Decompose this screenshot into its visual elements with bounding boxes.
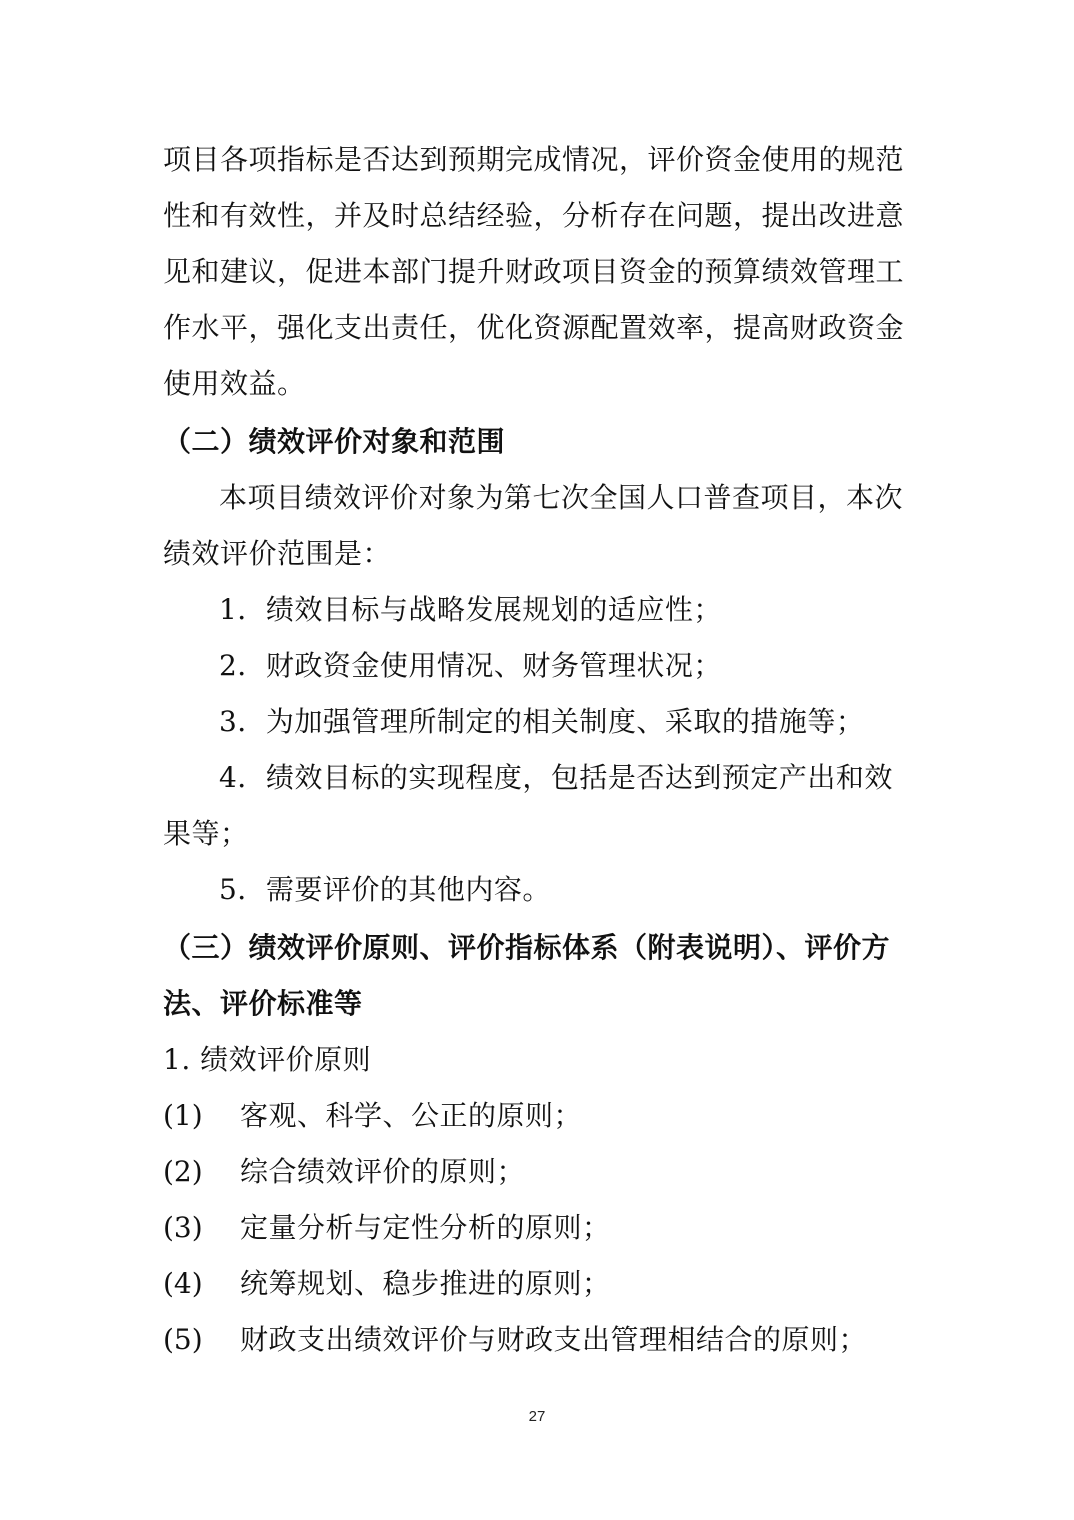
section-heading-continuation: 法、评价标准等: [163, 987, 363, 1020]
list-item: 5．需要评价的其他内容。: [219, 873, 551, 906]
list-item: 2．财政资金使用情况、财务管理状况；: [219, 649, 722, 682]
principle-text: 综合绩效评价的原则；: [240, 1155, 526, 1188]
list-item: 1．绩效目标与战略发展规划的适应性；: [219, 593, 722, 626]
paragraph-line: 绩效评价范围是：: [163, 537, 392, 570]
paragraph-line: 使用效益。: [163, 367, 306, 400]
subheading: 1. 绩效评价原则: [163, 1043, 372, 1076]
list-item-continuation: 果等；: [163, 817, 249, 850]
principle-number: (5): [163, 1323, 203, 1356]
principle-number: (3): [163, 1211, 203, 1244]
list-item: 3．为加强管理所制定的相关制度、采取的措施等；: [219, 705, 865, 738]
principle-number: (1): [163, 1099, 203, 1132]
paragraph-line: 项目各项指标是否达到预期完成情况，评价资金使用的规范: [163, 143, 905, 176]
principle-text: 财政支出绩效评价与财政支出管理相结合的原则；: [240, 1323, 868, 1356]
paragraph-line: 性和有效性，并及时总结经验，分析存在问题，提出改进意: [163, 199, 905, 232]
section-heading: （三）绩效评价原则、评价指标体系（附表说明）、评价方: [163, 931, 891, 964]
list-item: 4．绩效目标的实现程度，包括是否达到预定产出和效: [219, 761, 893, 794]
section-heading: （二）绩效评价对象和范围: [163, 425, 506, 458]
paragraph-line: 本项目绩效评价对象为第七次全国人口普查项目，本次: [219, 481, 904, 514]
paragraph-line: 作水平，强化支出责任，优化资源配置效率，提高财政资金: [163, 311, 905, 344]
principle-text: 统筹规划、稳步推进的原则；: [240, 1267, 611, 1300]
principle-number: (2): [163, 1155, 203, 1188]
page-number: 27: [528, 1408, 546, 1425]
principle-number: (4): [163, 1267, 203, 1300]
paragraph-line: 见和建议，促进本部门提升财政项目资金的预算绩效管理工: [163, 255, 905, 288]
principle-text: 定量分析与定性分析的原则；: [240, 1211, 611, 1244]
principle-text: 客观、科学、公正的原则；: [240, 1099, 583, 1132]
